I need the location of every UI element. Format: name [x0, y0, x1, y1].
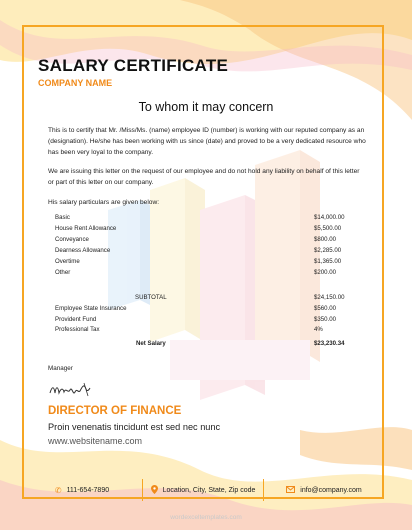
site-watermark: wordexceltemplates.com: [170, 514, 242, 521]
subtotal-label: SUBTOTAL: [135, 294, 167, 301]
certification-paragraph: This is to certify that Mr. /Miss/Ms. (name) employee ID (number) is working with our reputed company as an (designation). He/she has been working with us since (date) and proved to be a very dedicated resource who has been very loyal to the company.: [48, 127, 366, 156]
map-pin-icon: [151, 485, 158, 496]
footer-email[interactable]: [263, 479, 384, 501]
particulars-intro: His salary particulars are given below:: [48, 199, 160, 206]
footer-location[interactable]: [142, 479, 263, 501]
signatory-title: DIRECTOR OF FINANCE: [48, 405, 182, 417]
website-link[interactable]: www.websitename.com: [48, 436, 143, 446]
net-salary-amount: $23,230.34: [314, 340, 345, 347]
company-name: COMPANY NAME: [38, 78, 113, 88]
subtotal-amount: $24,150.00: [314, 294, 345, 301]
deduction-amount: $350.00: [314, 316, 337, 323]
earning-amount: $800.00: [314, 236, 337, 243]
tagline: Proin venenatis tincidunt est sed nec nunc: [48, 422, 221, 432]
phone-icon: ✆: [54, 485, 62, 495]
net-salary-label: Net Salary: [136, 340, 166, 347]
deduction-amount: $560.00: [314, 305, 337, 312]
phone-number: 111-654-7890: [66, 486, 110, 494]
contact-footer: [22, 479, 384, 501]
earning-amount: $200.00: [314, 269, 337, 276]
footer-phone[interactable]: [22, 479, 142, 501]
deduction-label: Employee State Insurance: [55, 305, 127, 312]
earning-amount: $1,365.00: [314, 258, 342, 265]
earning-amount: $2,285.00: [314, 247, 342, 254]
envelope-icon: [286, 486, 295, 495]
manager-label: Manager: [48, 365, 73, 372]
earning-label: Conveyance: [55, 236, 89, 243]
deduction-amount: 4%: [314, 326, 323, 333]
email-address: info@company.com: [300, 486, 362, 494]
earning-label: Dearness Allowance: [55, 247, 111, 254]
earning-label: Basic: [55, 214, 70, 221]
deduction-label: Provident Fund: [55, 316, 97, 323]
earning-label: Other: [55, 269, 71, 276]
location-text: Location, City, State, Zip code: [162, 486, 256, 494]
salutation: To whom it may concern: [138, 100, 274, 114]
signature-image: [48, 380, 92, 405]
disclaimer-paragraph: We are issuing this letter on the request of our employee and do not hold any liability on behalf of this letter or part of this letter on our company.: [48, 168, 360, 186]
certificate-title: SALARY CERTIFICATE: [38, 56, 229, 75]
earning-label: House Rent Allowance: [55, 225, 117, 232]
earning-amount: $14,000.00: [314, 214, 345, 221]
deduction-label: Professional Tax: [55, 326, 100, 333]
earning-label: Overtime: [55, 258, 80, 265]
earning-amount: $5,500.00: [314, 225, 342, 232]
